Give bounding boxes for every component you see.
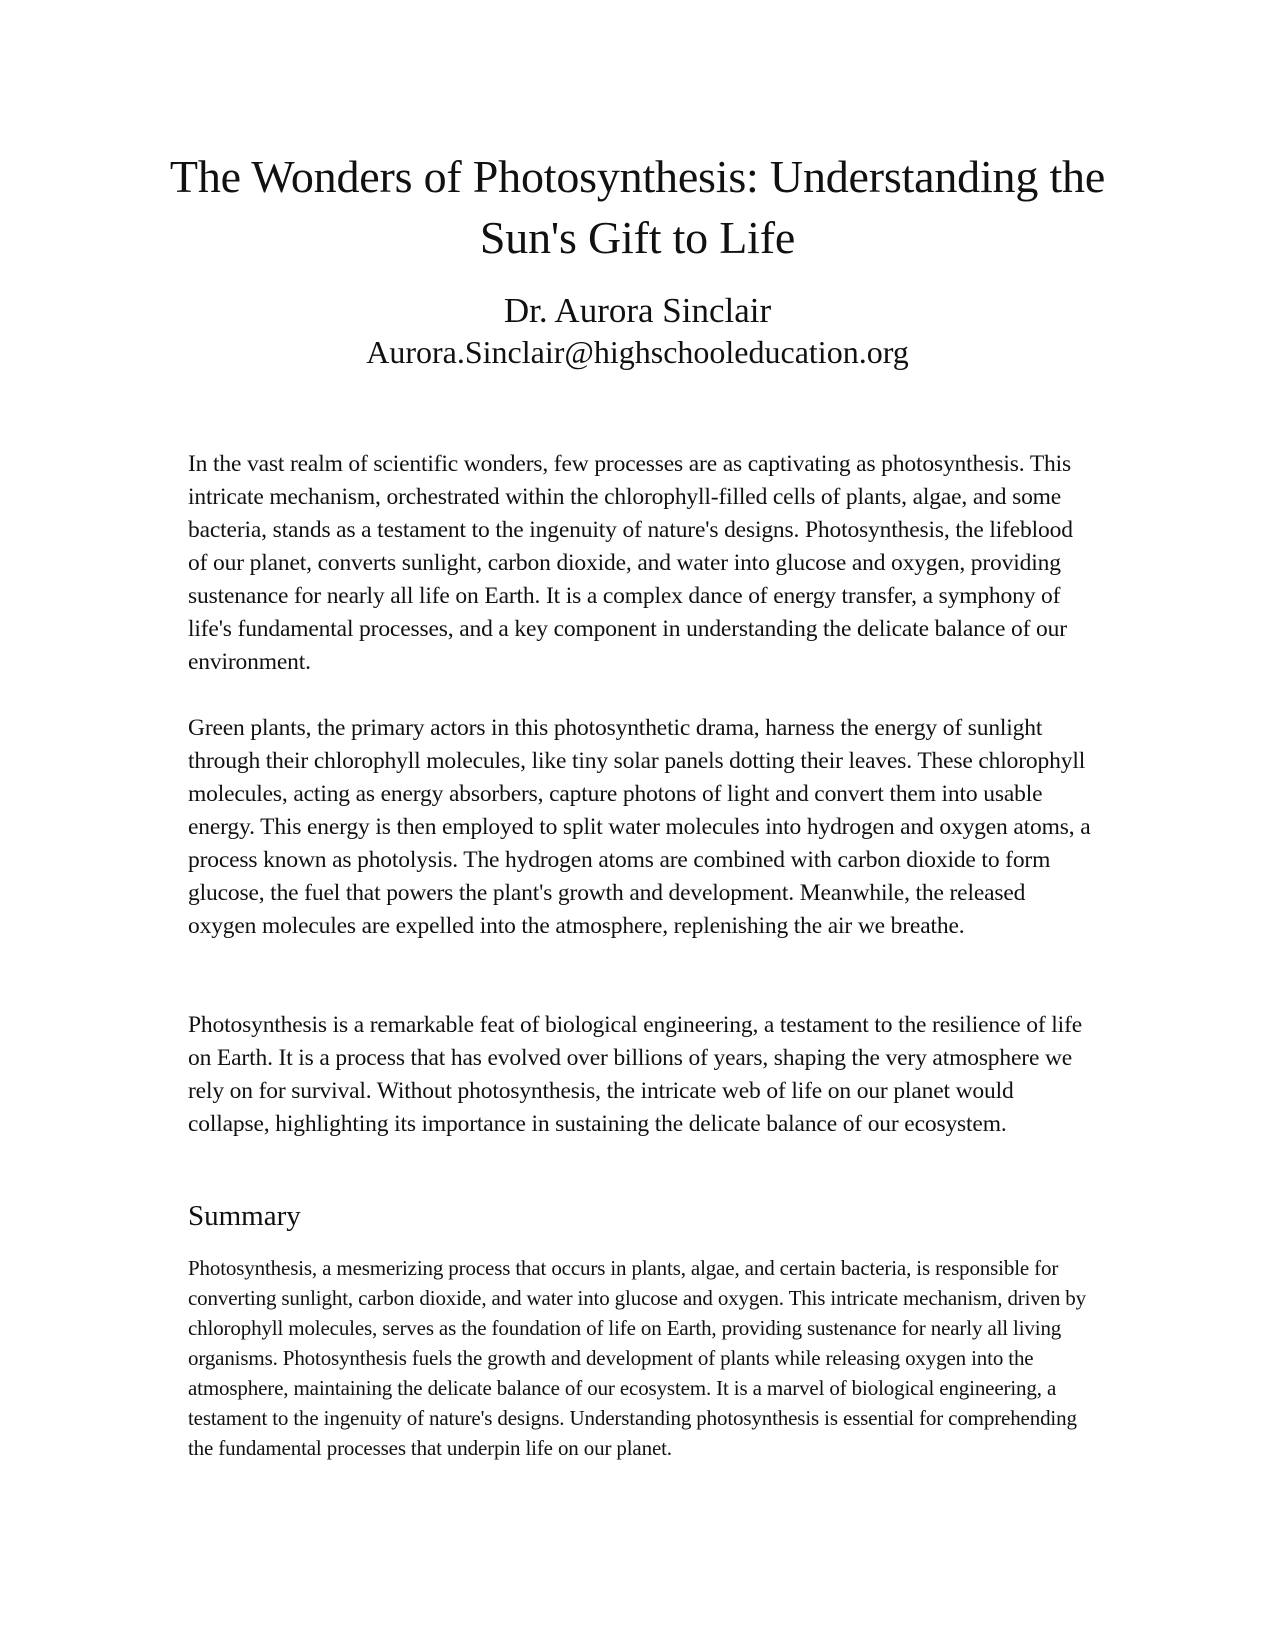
summary-heading: Summary — [188, 1200, 301, 1232]
body-paragraph-3: Photosynthesis is a remarkable feat of biological engineering, a testament to the resilience of life on Earth. It is a process that has evolved over billions of years, shaping the very atmosphere we rely on for survival. Without photosynthesis, the intricate web of life on our planet would collapse, highlighting its importance in sustaining the delicate balance of our ecosystem. — [188, 1012, 1083, 1137]
author-name: Dr. Aurora Sinclair — [503, 291, 772, 330]
body-paragraph-2: Green plants, the primary actors in this photosynthetic drama, harness the energy of sunlight through their chlorophyll molecules, like tiny solar panels dotting their leaves. These chlorophyll molecules, acting as energy absorbers, capture photons of light and convert them into usable energy. This energy is then employed to split water molecules into hydrogen and oxygen atoms, a process known as photolysis. The hydrogen atoms are combined with carbon dioxide to form glucose, the fuel that powers the plant's growth and development. Meanwhile, the released oxygen molecules are expelled into the atmosphere, replenishing the air we breathe. — [188, 715, 1091, 939]
document-title: The Wonders of Photosynthesis: Understanding the Sun's Gift to Life — [169, 151, 1106, 263]
author-email: Aurora.Sinclair@highschooleducation.org — [366, 334, 909, 370]
summary-paragraph: Photosynthesis, a mesmerizing process that occurs in plants, algae, and certain bacteria, is responsible for converting sunlight, carbon dioxide, and water into glucose and oxygen. This intricate mechanism, driven by chlorophyll molecules, serves as the foundation of life on Earth, providing sustenance for nearly all living organisms. Photosynthesis fuels the growth and development of plants while releasing oxygen into the atmosphere, maintaining the delicate balance of our ecosystem. It is a marvel of biological engineering, a testament to the ingenuity of nature's designs. Understanding photosynthesis is essential for comprehending the fundamental processes that underpin life on our planet. — [188, 1256, 1087, 1460]
body-paragraph-1: In the vast realm of scientific wonders, few processes are as captivating as photosynthesis. This intricate mechanism, orchestrated within the chlorophyll-filled cells of plants, algae, and some bacteria, stands as a testament to the ingenuity of nature's designs. Photosynthesis, the lifeblood of our planet, converts sunlight, carbon dioxide, and water into glucose and oxygen, providing sustenance for nearly all life on Earth. It is a complex dance of energy transfer, a symphony of life's fundamental processes, and a key component in understanding the delicate balance of our environment. — [188, 451, 1073, 675]
